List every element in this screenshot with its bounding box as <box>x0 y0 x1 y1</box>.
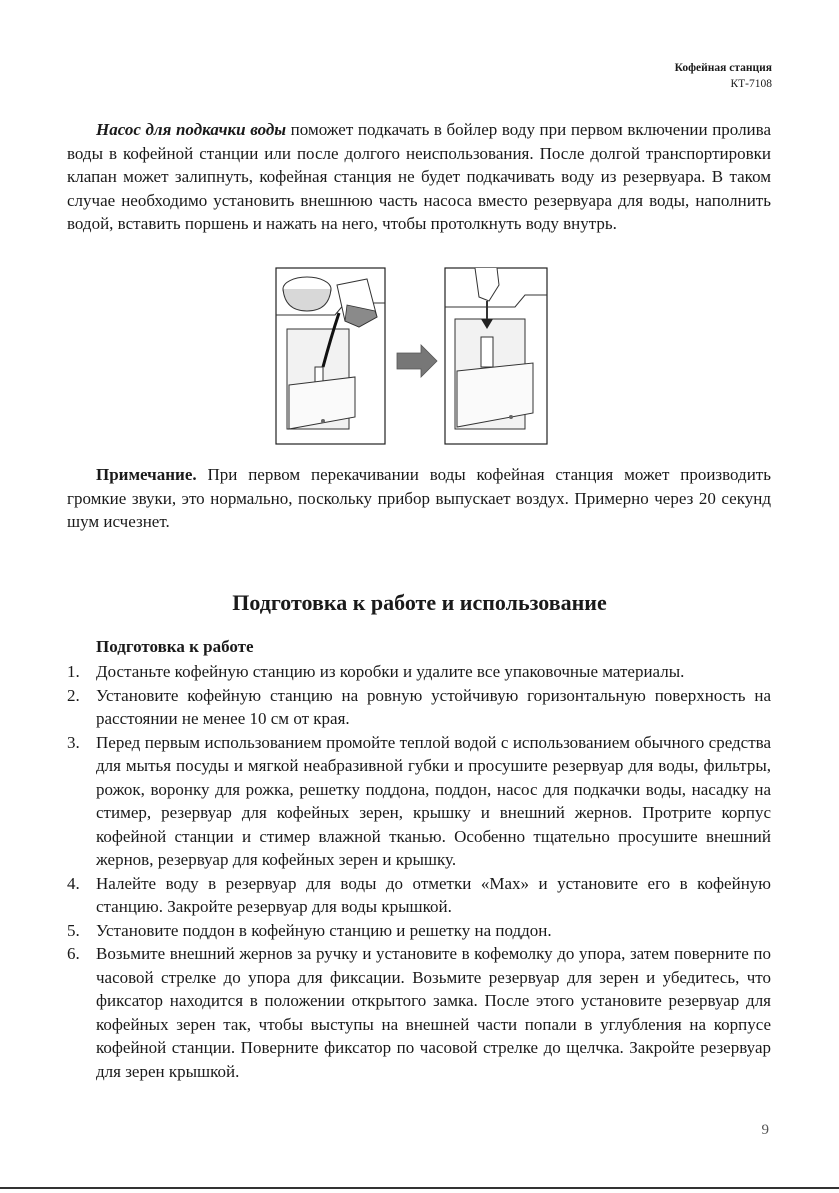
header-brand: Кофейная станция <box>674 62 772 74</box>
list-item <box>67 660 771 684</box>
step-text: Налейте воду в резервуар для воды до отметки «Max» и установите его в кофейную станцию. Закройте резервуар для воды крышкой. <box>96 873 771 916</box>
step-number: 3. <box>67 732 80 752</box>
step-text: Достаньте кофейную станцию из коробки и удалите все упаковочные материалы. <box>96 662 685 681</box>
note-text: При первом перекачивании воды кофейная станция может производить громкие звуки, это нормально, поскольку прибор выпускает воздух. Примерно через 20 секунд шум исчезнет. <box>67 465 771 531</box>
pump-text: поможет подкачать в бойлер воду при первом включении пролива воды в кофейной станции или после долгого неиспользования. После долгой транспортировки клапан может залипнуть, кофейная станция не будет подкачивать воду из резервуара. В таком случае необходимо установить внешнюю часть насоса вместо резервуара для воды, наполнить водой, вставить поршень и нажать на него, чтобы протолкнуть воду внутрь. <box>67 120 771 233</box>
page-header <box>675 60 772 92</box>
transition-arrow-icon <box>397 345 437 377</box>
step-text: Установите поддон в кофейную станцию и решетку на поддон. <box>96 920 552 940</box>
note-paragraph <box>67 463 771 534</box>
list-item <box>67 942 771 1083</box>
step-number: 6. <box>67 944 80 963</box>
pump-illustration <box>275 267 548 445</box>
list-item <box>67 872 771 919</box>
bottom-divider <box>0 1187 839 1189</box>
step-number: 5. <box>67 920 80 940</box>
step-number: 2. <box>67 685 80 705</box>
list-item <box>67 919 771 943</box>
subsection-title: Подготовка к работе <box>96 637 254 656</box>
note-label: Примечание. <box>96 465 197 484</box>
list-item <box>67 731 771 872</box>
pump-filling-panel <box>276 268 385 444</box>
step-text: Возьмите внешний жернов за ручку и установите в кофемолку до упора, затем поверните по часовой стрелке до упора для фиксации. Возьмите резервуар для зерен и убедитесь, что фиксатор находится в положении открытого замка. После этого установите резервуар для кофейных зерен так, чтобы выступы на внешней части попали в углубления на корпусе кофейной станции. Поверните фиксатор по часовой стрелке до щелчка. Закройте резервуар для зерен крышкой. <box>96 944 771 1081</box>
step-text: Установите кофейную станцию на ровную устойчивую горизонтальную поверхность на расстоянии не менее 10 см от края. <box>96 685 771 728</box>
pump-term: Насос для подкачки воды <box>96 120 287 139</box>
step-number: 4. <box>67 873 80 893</box>
preparation-steps <box>67 660 771 1083</box>
page-number: 9 <box>761 1122 769 1138</box>
pump-pressing-panel <box>445 268 547 444</box>
pump-paragraph <box>67 118 771 236</box>
step-number: 1. <box>67 662 80 681</box>
list-item <box>67 684 771 731</box>
step-text: Перед первым использованием промойте теплой водой с использованием обычного средства для мытья посуды и мягкой неабразивной губки и просушите резервуар для воды, фильтры, рожок, воронку для рожка, решетку поддона, поддон, насос для подкачки воды, насадку на стимер, резервуар для кофейных зерен, крышку и внешний жернов. Протрите корпус кофейной станции и стимер влажной тканью. Особенно тщательно просушите внешний жернов, резервуар для кофейных зерен и крышку. <box>96 732 771 869</box>
header-model: КТ-7108 <box>730 78 772 90</box>
section-title: Подготовка к работе и использование <box>232 590 607 615</box>
